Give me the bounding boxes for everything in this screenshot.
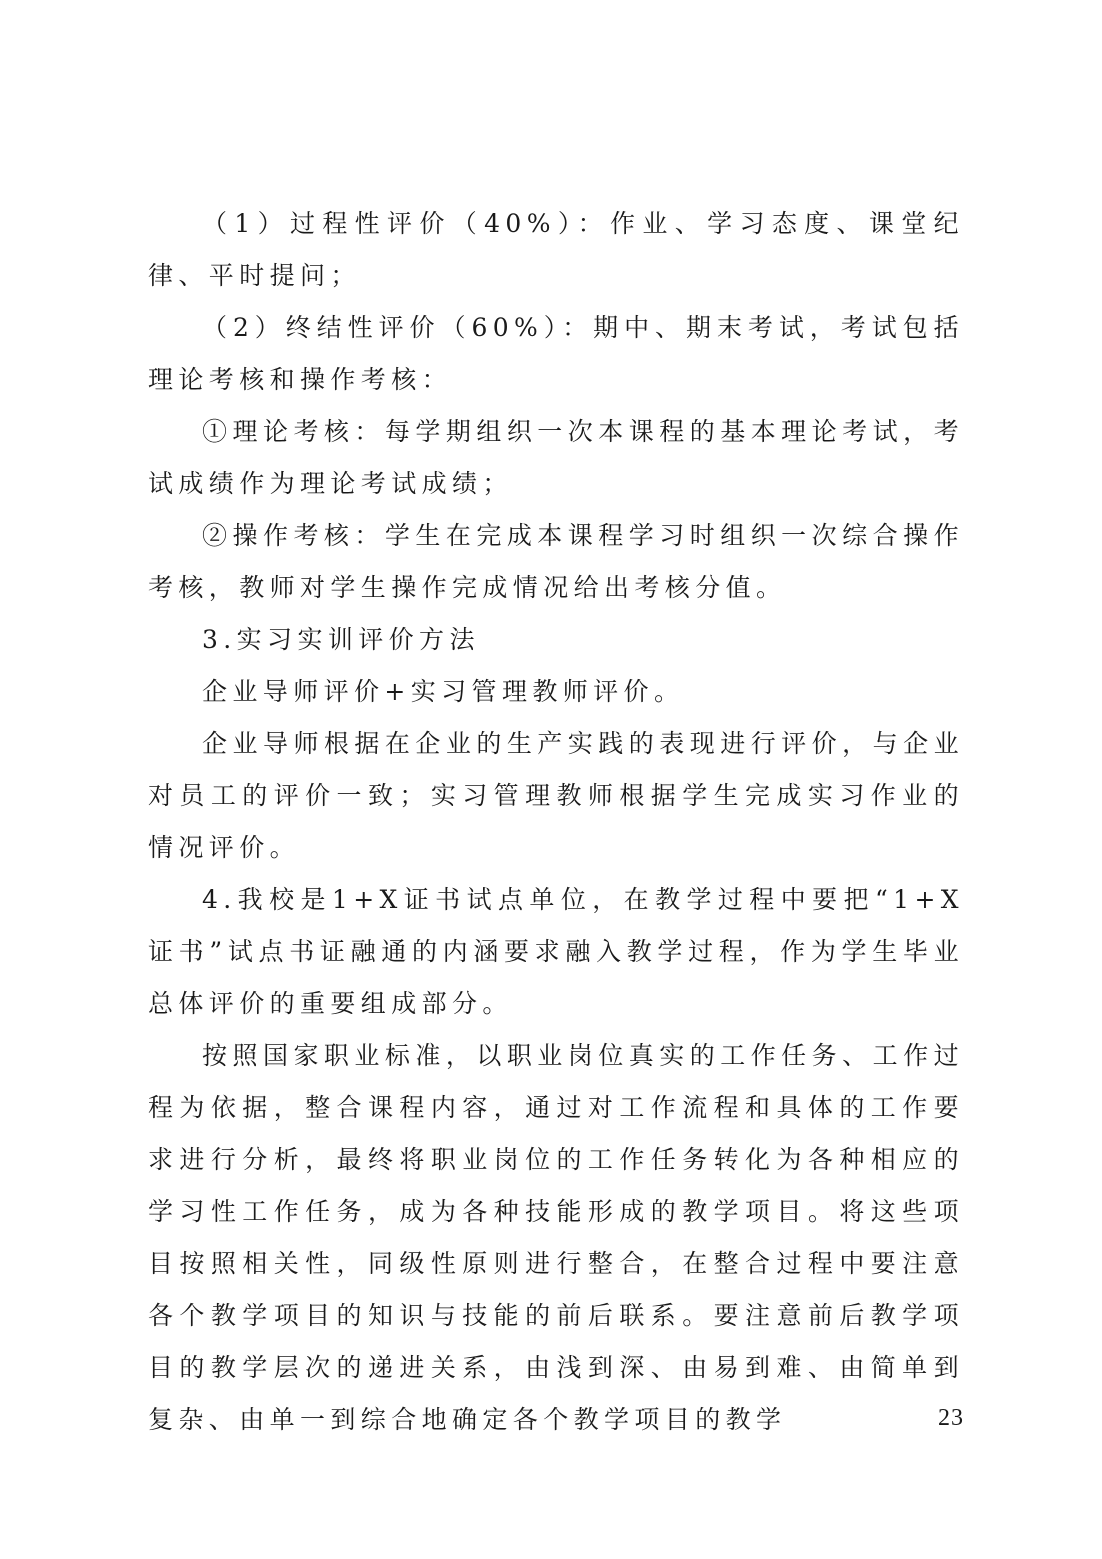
paragraph-process-evaluation: （1）过程性评价（40%）：作业、学习态度、课堂纪律、平时提问； xyxy=(148,209,964,290)
paragraph-certificate-pilot: 4.我校是1+X证书试点单位，在教学过程中要把“1+X证书”试点书证融通的内涵要求融入教学过程，作为学生毕业总体评价的重要组成部分。 xyxy=(148,885,964,1018)
paragraph-mentor-evaluation: 企业导师根据在企业的生产实践的表现进行评价，与企业对员工的评价一致；实习管理教师根据学生完成实习作业的情况评价。 xyxy=(148,729,964,862)
paragraph-operation-exam: ②操作考核：学生在完成本课程学习时组织一次综合操作考核，教师对学生操作完成情况给出考核分值。 xyxy=(148,521,964,602)
body-text xyxy=(148,198,964,1446)
paragraph-summative-evaluation: （2）终结性评价（60%）：期中、期末考试，考试包括理论考核和操作考核： xyxy=(148,313,964,394)
paragraph-theory-exam: ①理论考核：每学期组织一次本课程的基本理论考试，考试成绩作为理论考试成绩； xyxy=(148,417,964,498)
paragraph-internship-method: 企业导师评价+实习管理教师评价。 xyxy=(202,677,685,706)
paragraph-internship-heading: 3.实习实训评价方法 xyxy=(202,625,480,654)
paragraph-national-standard: 按照国家职业标准，以职业岗位真实的工作任务、工作过程为依据，整合课程内容，通过对工作流程和具体的工作要求进行分析，最终将职业岗位的工作任务转化为各种相应的学习性工作任务，成为各种技能形成的教学项目。将这些项目按照相关性，同级性原则进行整合，在整合过程中要注意各个教学项目的知识与技能的前后联系。要注意前后教学项目的教学层次的递进关系，由浅到深、由易到难、由简单到复杂、由单一到综合地确定各个教学项目的教学 xyxy=(148,1041,964,1434)
page-number: 23 xyxy=(938,1405,964,1431)
